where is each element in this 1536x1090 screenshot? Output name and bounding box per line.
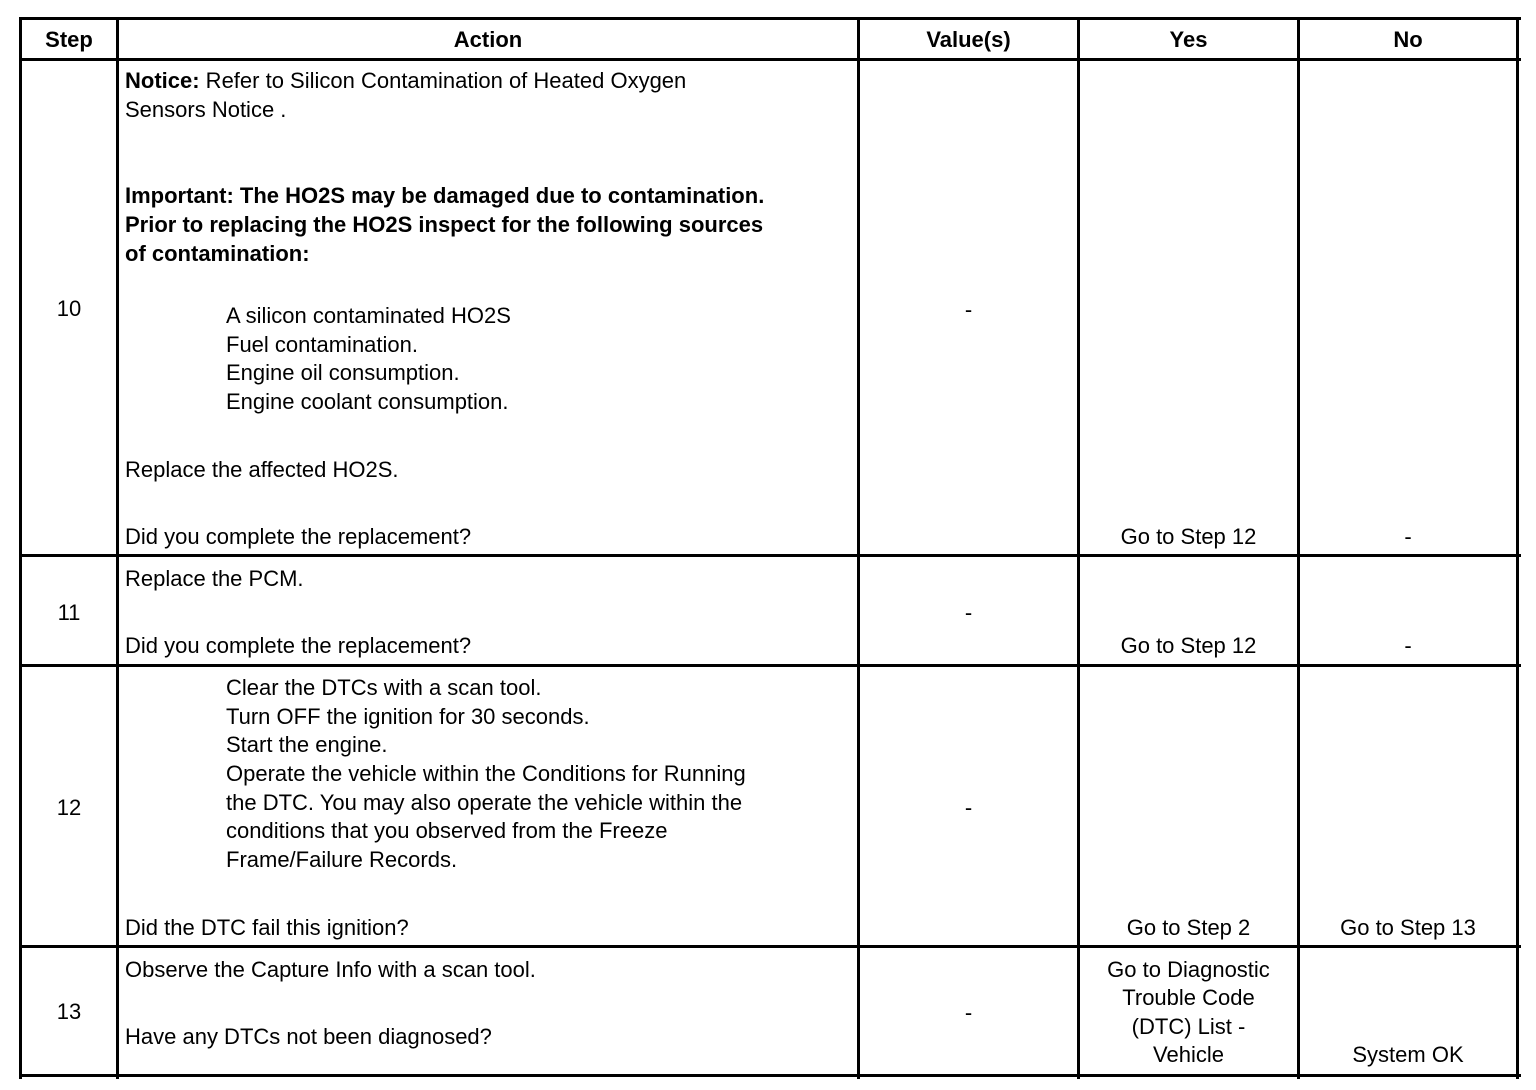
table-border-bottom: [19, 1074, 1521, 1077]
value-cell: -: [964, 795, 973, 820]
notice-line: [125, 66, 686, 95]
list-item: conditions that you observed from the Freeze: [226, 818, 668, 843]
notice-label: Notice:: [125, 68, 200, 93]
value-cell: -: [964, 600, 973, 625]
question-text: Did you complete the replacement?: [125, 524, 472, 549]
no-cell: -: [1404, 524, 1412, 549]
action-text: Observe the Capture Info with a scan tool.: [125, 957, 536, 982]
row-divider: [19, 664, 1521, 667]
yes-cell: Go to Step 12: [1120, 524, 1257, 549]
yes-cell: Vehicle: [1153, 1042, 1224, 1067]
header-no: No: [1393, 27, 1423, 52]
important-note: Prior to replacing the HO2S inspect for the following sources: [125, 212, 764, 237]
question-text: Have any DTCs not been diagnosed?: [125, 1024, 492, 1049]
table-border-top: [19, 17, 1521, 20]
no-cell: Go to Step 13: [1340, 915, 1476, 940]
step-number: 13: [56, 999, 82, 1024]
important-note: of contamination:: [125, 241, 310, 266]
list-item: Turn OFF the ignition for 30 seconds.: [226, 704, 590, 729]
no-cell: System OK: [1352, 1042, 1464, 1067]
notice-text: Refer to Silicon Contamination of Heated Oxygen: [199, 68, 687, 93]
list-item: A silicon contaminated HO2S: [226, 303, 511, 328]
action-text: Replace the affected HO2S.: [125, 457, 399, 482]
important-note: Important: The HO2S may be damaged due to contamination.: [125, 183, 765, 208]
list-item: Engine oil consumption.: [226, 360, 460, 385]
header-values: Value(s): [926, 27, 1011, 52]
list-item: Frame/Failure Records.: [226, 847, 458, 872]
value-cell: -: [964, 1000, 973, 1025]
no-cell: -: [1404, 633, 1412, 658]
row-divider: [19, 945, 1521, 948]
yes-cell: Go to Step 2: [1126, 915, 1251, 940]
list-item: Clear the DTCs with a scan tool.: [226, 675, 542, 700]
list-item: Engine coolant consumption.: [226, 389, 509, 414]
notice-text: Sensors Notice .: [125, 97, 287, 122]
yes-cell: (DTC) List -: [1131, 1014, 1246, 1039]
step-number: 12: [56, 795, 82, 820]
yes-cell: Go to Diagnostic: [1107, 957, 1270, 982]
header-action: Action: [453, 27, 523, 52]
table-border-right: [1516, 17, 1519, 1079]
list-item: Operate the vehicle within the Conditions for Running: [226, 761, 746, 786]
action-text: Replace the PCM.: [125, 566, 304, 591]
question-text: Did the DTC fail this ignition?: [125, 915, 409, 940]
step-number: 11: [57, 600, 81, 625]
header-divider: [19, 58, 1521, 61]
value-cell: -: [964, 297, 973, 322]
row-divider: [19, 554, 1521, 557]
step-number: 10: [56, 296, 82, 321]
column-divider: [857, 17, 860, 1079]
yes-cell: Go to Step 12: [1120, 633, 1257, 658]
header-yes: Yes: [1169, 27, 1208, 52]
yes-cell: Trouble Code: [1122, 985, 1255, 1010]
list-item: Start the engine.: [226, 732, 388, 757]
header-step: Step: [45, 27, 93, 52]
column-divider: [116, 17, 119, 1079]
table-border-left: [19, 17, 22, 1079]
question-text: Did you complete the replacement?: [125, 633, 472, 658]
list-item: the DTC. You may also operate the vehicle within the: [226, 790, 743, 815]
list-item: Fuel contamination.: [226, 332, 418, 357]
